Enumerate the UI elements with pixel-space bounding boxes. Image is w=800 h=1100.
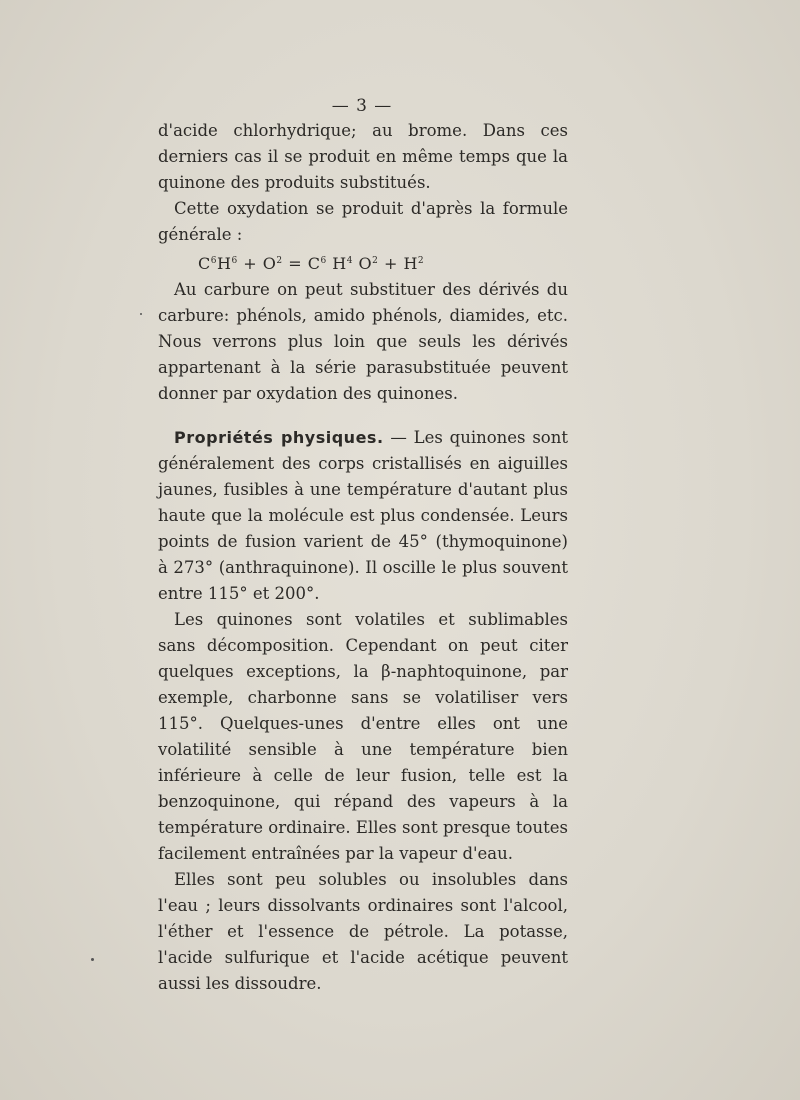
paragraph-1: d'acide chlorhydrique; au brome. Dans ces derniers cas il se produit en même temps que la quinone des produits substitués.	[158, 121, 568, 192]
paragraph-6: Elles sont peu solubles ou insolubles dans l'eau ; leurs dissolvants ordinaires sont l'alcool, l'éther et l'essence de pétrole. La potasse, l'acide sulfurique et l'acide acétique peuvent aussi les dissoudre.	[158, 870, 568, 993]
text-body	[158, 118, 568, 997]
paragraph-5: Les quinones sont volatiles et sublimables sans décomposition. Cependant on peut citer quelques exceptions, la β-naphtoquinone, par exemple, charbonne sans se volatiliser vers 115°. Quelques-unes d'entre elles ont une volatilité sensible à une température bien inférieure à celle de leur fusion, telle est la benzoquinone, qui répand des vapeurs à la température ordinaire. Elles sont presque toutes facilement entraînées par la vapeur d'eau.	[158, 610, 568, 863]
paragraph-4: Propriétés physiques. — Les quinones sont généralement des corps cristallisés en aiguilles jaunes, fusibles à une température d'autant plus haute que la molécule est plus condensée. Leurs points de fusion varient de 45° (thymoquinone) à 273° (anthraquinone). Il oscille le plus souvent entre 115° et 200°.	[158, 428, 568, 603]
chemical-formula: $C^6H^6 + O^2 = C^6$ $H^4$ $O^2 + H^2$	[198, 254, 425, 273]
paper-speck	[91, 958, 94, 961]
paragraph-2: Cette oxydation se produit d'après la formule générale :	[158, 199, 568, 244]
paragraph-3: Au carbure on peut substituer des dérivés du carbure: phénols, amido phénols, diamides, etc. Nous verrons plus loin que seuls les dérivés appartenant à la série parasubstituée peuvent donner par oxydation des quinones.	[158, 280, 568, 403]
page-number: — 3 —	[331, 96, 393, 116]
paper-speck	[140, 313, 142, 315]
section-heading: Propriétés physiques.	[174, 428, 384, 447]
